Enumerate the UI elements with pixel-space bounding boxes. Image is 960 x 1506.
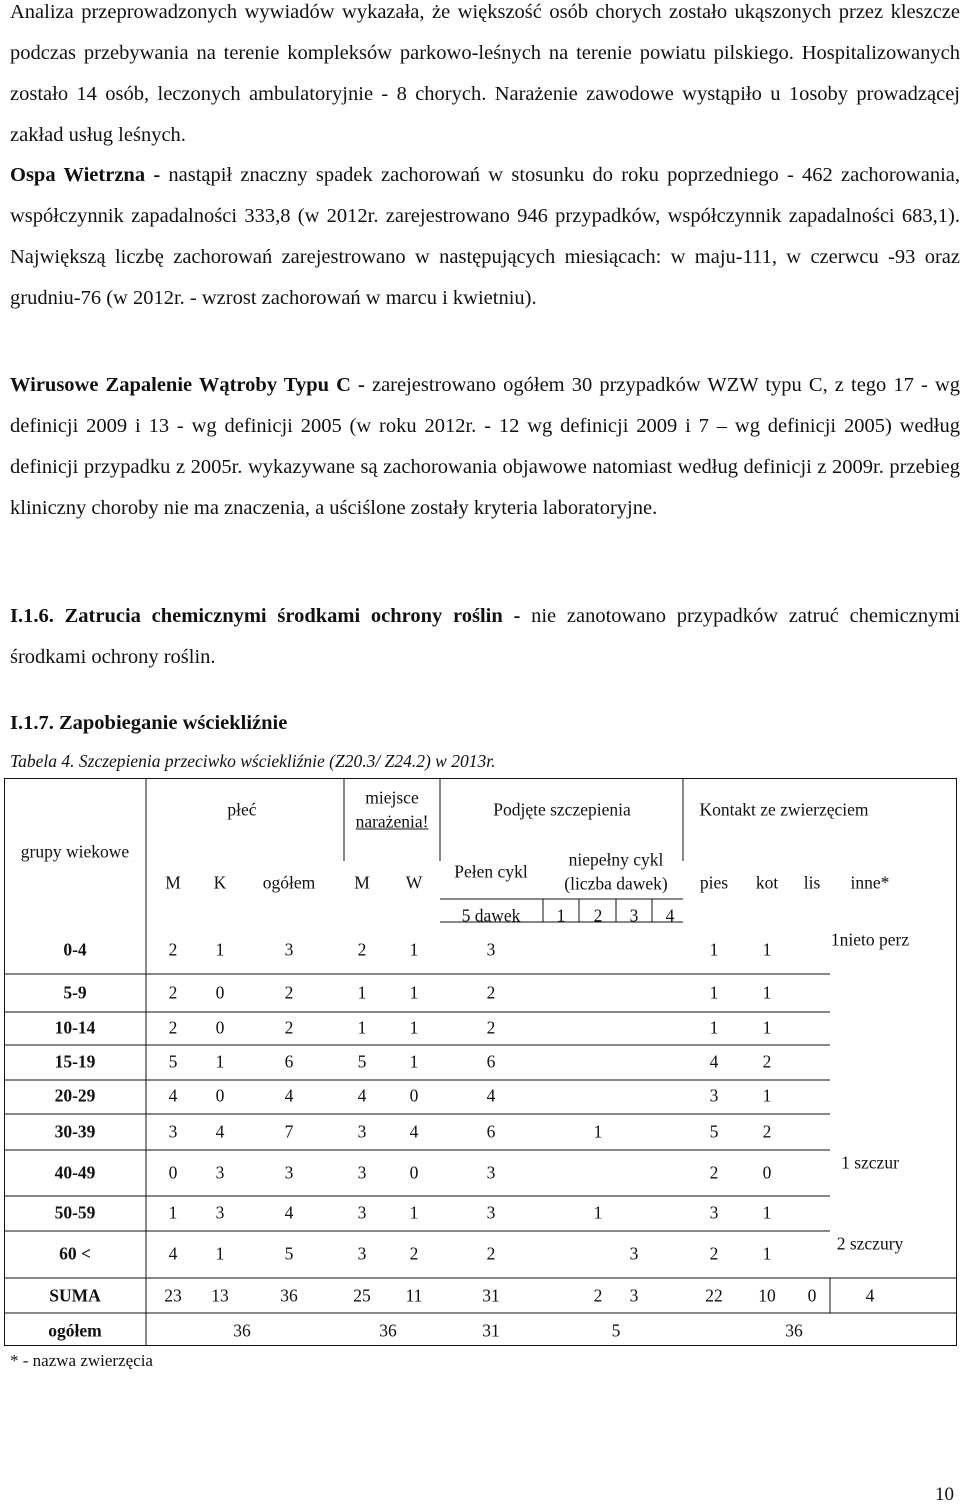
table-cell-pelen: 6 (486, 1051, 496, 1072)
table-cell-W: 0 (409, 1162, 419, 1183)
suma-ogolem: 36 (280, 1285, 298, 1306)
header-w: W (405, 872, 423, 893)
table-cell-kot: 2 (762, 1121, 772, 1142)
table-cell-pelen: 2 (486, 1243, 496, 1264)
wzw-text: zarejestrowano ogółem 30 przypadków WZW typu C, z tego 17 - wg definicji 2009 i 13 - wg definicji 2005 (w roku 2012r. - 12 wg definicji 2009 i 7 – wg definicji 2005) według definicji przypadku z 2005r. wykazywane są zachorowania objawowe natomiast według definicji z 2009r. przebieg kliniczny choroby nie ma znaczenia, a uściślone zostały kryteria laboratoryjne. (10, 374, 960, 519)
table-cell-M: 3 (168, 1121, 178, 1142)
table-cell-Mn: 1 (357, 1017, 367, 1038)
header-5-dawek: 5 dawek (461, 905, 521, 926)
table-cell-inne: 1 szczur (841, 1152, 899, 1173)
header-niepelny-line1: niepełny cykl (568, 849, 664, 870)
header-dawka-4: 4 (665, 905, 675, 926)
table-cell-kot: 1 (762, 1085, 772, 1106)
table-cell-og: 3 (284, 939, 294, 960)
table-cell-K: 1 (215, 1051, 225, 1072)
table-cell-og: 7 (284, 1121, 294, 1142)
header-dawka-3: 3 (629, 905, 639, 926)
table-cell-K: 1 (215, 939, 225, 960)
table-cell-age: 10-14 (54, 1017, 96, 1038)
table-cell-M: 5 (168, 1051, 178, 1072)
table-cell-W: 1 (409, 982, 419, 1003)
table-cell-Mn: 2 (357, 939, 367, 960)
table-cell-Mn: 3 (357, 1202, 367, 1223)
table-cell-age: 15-19 (54, 1051, 96, 1072)
table-cell-pies: 2 (709, 1243, 719, 1264)
table-cell-Mn: 3 (357, 1162, 367, 1183)
ogolem-pelen: 31 (482, 1320, 500, 1341)
table-cell-og: 4 (284, 1085, 294, 1106)
header-pies: pies (699, 872, 729, 893)
table-cell-W: 1 (409, 1202, 419, 1223)
table-cell-pelen: 3 (486, 939, 496, 960)
table-cell-K: 0 (215, 1085, 225, 1106)
table-cell-Mn: 1 (357, 982, 367, 1003)
header-ogolem: ogółem (262, 872, 316, 893)
table-cell-Mn: 3 (357, 1243, 367, 1264)
table-cell-pelen: 2 (486, 982, 496, 1003)
suma-pies: 22 (705, 1285, 723, 1306)
table-cell-inne: 1nieto perz (830, 929, 910, 950)
table-cell-age: 50-59 (54, 1202, 96, 1223)
table-cell-d1: 1 (593, 1121, 603, 1142)
table-cell-inne: 2 szczury (836, 1233, 904, 1254)
table-cell-og: 2 (284, 982, 294, 1003)
suma-m: 23 (164, 1285, 182, 1306)
suma-inne: 4 (865, 1285, 875, 1306)
ogolem-niepelny: 5 (611, 1320, 621, 1341)
table-footnote: * - nazwa zwierzęcia (10, 1351, 153, 1370)
table-cell-M: 2 (168, 939, 178, 960)
table-cell-M: 1 (168, 1202, 178, 1223)
header-kontakt: Kontakt ze zwierzęciem (699, 799, 869, 820)
header-miejsce-line1: miejsce (365, 787, 419, 808)
table-cell-W: 1 (409, 1051, 419, 1072)
table-cell-pelen: 3 (486, 1202, 496, 1223)
table-cell-og: 5 (284, 1243, 294, 1264)
table-cell-pelen: 2 (486, 1017, 496, 1038)
table-cell-W: 0 (409, 1085, 419, 1106)
header-dawka-2: 2 (593, 905, 603, 926)
table-cell-d1: 1 (593, 1202, 603, 1223)
table-cell-pelen: 6 (486, 1121, 496, 1142)
table-cell-d3: 3 (629, 1243, 639, 1264)
suma-dawka-a: 2 (593, 1285, 603, 1306)
suma-kot: 10 (758, 1285, 776, 1306)
table-cell-W: 2 (409, 1243, 419, 1264)
suma-k: 13 (211, 1285, 229, 1306)
suma-dawka-b: 3 (629, 1285, 639, 1306)
table-cell-pelen: 3 (486, 1162, 496, 1183)
table-cell-age: 40-49 (54, 1162, 96, 1183)
table-cell-age: 5-9 (63, 982, 87, 1003)
table-cell-age: 60 < (59, 1243, 91, 1264)
ospa-text: nastąpił znaczny spadek zachorowań w stosunku do roku poprzedniego - 462 zachorowania, współczynnik zapadalności 333,8 (w 2012r. zarejestrowano 946 przypadków, współczynnik zapadalności 683,1). Największą liczbę zachorowań zarejestrowano w następujących miesiącach: w maju-111, w czerwcu -93 oraz grudniu-76 (w 2012r. - wzrost zachorowań w marcu i kwietniu). (10, 164, 960, 309)
section-6-title: I.1.6. Zatrucia chemicznymi środkami ochrony roślin - (10, 605, 521, 627)
table-cell-kot: 2 (762, 1051, 772, 1072)
section-6-paragraph (10, 596, 960, 678)
header-podjete-szczepienia: Podjęte szczepienia (493, 799, 631, 820)
table-cell-kot: 1 (762, 982, 772, 1003)
table-cell-kot: 1 (762, 1202, 772, 1223)
suma-m-narazenie: 25 (353, 1285, 371, 1306)
table-cell-kot: 1 (762, 1243, 772, 1264)
ogolem-kontakt: 36 (785, 1320, 803, 1341)
rabies-vaccination-table (4, 778, 957, 1346)
header-kot: kot (755, 872, 779, 893)
section-6-text: nie zanotowano przypadków zatruć chemicznymi środkami ochrony roślin. (10, 605, 960, 668)
table-cell-pies: 1 (709, 1017, 719, 1038)
table-cell-pies: 1 (709, 939, 719, 960)
table-cell-age: 20-29 (54, 1085, 96, 1106)
table-cell-Mn: 5 (357, 1051, 367, 1072)
table-cell-K: 0 (215, 982, 225, 1003)
table-cell-kot: 0 (762, 1162, 772, 1183)
table-cell-pies: 4 (709, 1051, 719, 1072)
header-m-narazenie: M (354, 872, 370, 893)
table-cell-Mn: 4 (357, 1085, 367, 1106)
table-cell-og: 2 (284, 1017, 294, 1038)
table-cell-K: 4 (215, 1121, 225, 1142)
table-cell-M: 2 (168, 982, 178, 1003)
header-m: M (165, 872, 181, 893)
suma-label: SUMA (49, 1285, 101, 1306)
header-grupy-wiekowe: grupy wiekowe (20, 841, 130, 862)
table-cell-W: 1 (409, 939, 419, 960)
intro-paragraph: Analiza przeprowadzonych wywiadów wykazała, że większość osób chorych zostało ukąszonych przez kleszcze podczas przebywania na terenie kompleksów parkowo-leśnych na terenie powiatu pilskiego. Hospitalizowanych zostało 14 osób, leczonych ambulatoryjnie - 8 chorych. Narażenie zawodowe wystąpiło u 1osoby prowadzącej zakład usług leśnych. (10, 1, 960, 146)
header-miejsce-line2: narażenia! (355, 811, 429, 832)
page-number: 10 (935, 1484, 954, 1505)
header-pelen-cykl: Pełen cykl (454, 861, 528, 882)
table-cell-K: 1 (215, 1243, 225, 1264)
header-dawka-1: 1 (556, 905, 566, 926)
header-niepelny-line2: (liczba dawek) (564, 873, 668, 894)
table-cell-K: 3 (215, 1162, 225, 1183)
table-cell-kot: 1 (762, 1017, 772, 1038)
ospa-paragraph (10, 155, 960, 319)
wzw-paragraph (10, 365, 960, 529)
ogolem-plec: 36 (233, 1320, 251, 1341)
header-lis: lis (803, 872, 821, 893)
table-cell-pies: 5 (709, 1121, 719, 1142)
section-7-heading: I.1.7. Zapobieganie wściekliźnie (10, 712, 288, 734)
table-cell-M: 2 (168, 1017, 178, 1038)
table-cell-K: 0 (215, 1017, 225, 1038)
table-cell-pies: 2 (709, 1162, 719, 1183)
table-cell-K: 3 (215, 1202, 225, 1223)
suma-w: 11 (405, 1285, 423, 1306)
header-k: K (213, 872, 227, 893)
table-cell-Mn: 3 (357, 1121, 367, 1142)
table-caption: Tabela 4. Szczepienia przeciwko wściekliźnie (Z20.3/ Z24.2) w 2013r. (10, 751, 496, 771)
table-cell-M: 0 (168, 1162, 178, 1183)
table-cell-pies: 3 (709, 1202, 719, 1223)
ogolem-label: ogółem (48, 1320, 102, 1341)
table-cell-og: 4 (284, 1202, 294, 1223)
wzw-title: Wirusowe Zapalenie Wątroby Typu C - (10, 374, 365, 396)
table-cell-M: 4 (168, 1085, 178, 1106)
table-cell-pies: 3 (709, 1085, 719, 1106)
header-inne: inne* (850, 872, 890, 893)
table-cell-M: 4 (168, 1243, 178, 1264)
table-cell-og: 3 (284, 1162, 294, 1183)
table-cell-W: 1 (409, 1017, 419, 1038)
suma-lis: 0 (807, 1285, 817, 1306)
ospa-title: Ospa Wietrzna - (10, 164, 161, 186)
ogolem-miejsce: 36 (379, 1320, 397, 1341)
table-cell-pelen: 4 (486, 1085, 496, 1106)
table-cell-pies: 1 (709, 982, 719, 1003)
table-cell-kot: 1 (762, 939, 772, 960)
table-cell-W: 4 (409, 1121, 419, 1142)
table-cell-age: 30-39 (54, 1121, 96, 1142)
suma-pelen-cykl: 31 (482, 1285, 500, 1306)
table-cell-og: 6 (284, 1051, 294, 1072)
header-plec: płeć (227, 799, 257, 820)
table-cell-age: 0-4 (63, 939, 87, 960)
